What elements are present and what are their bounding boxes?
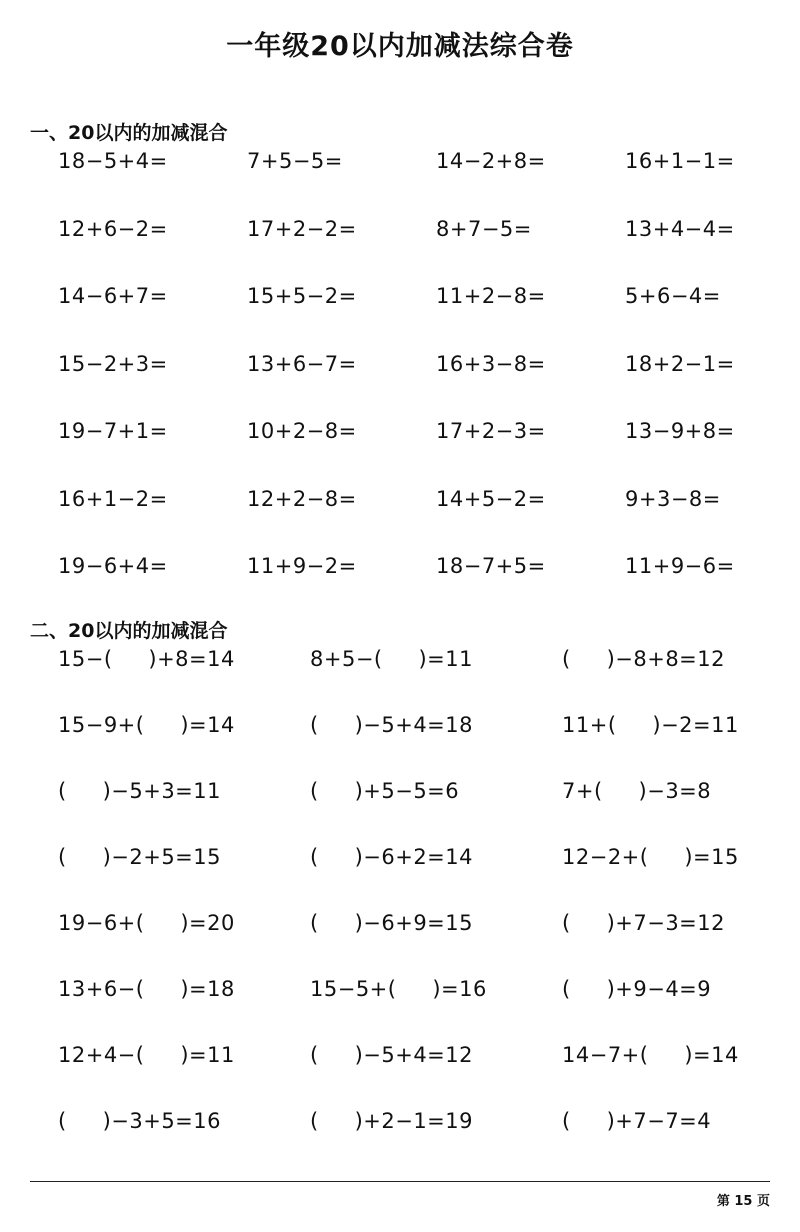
math-problem: 16+1−2=	[58, 486, 168, 511]
math-problem: 13−9+8=	[625, 419, 735, 443]
math-problem: 13+6−7=	[247, 351, 357, 376]
math-problem: 15−( )+8=14	[58, 647, 235, 671]
math-problem: ( )−6+2=14	[310, 845, 473, 869]
problem-row	[0, 974, 800, 1004]
math-problem: ( )+2−1=19	[310, 1109, 473, 1133]
math-problem: 15+5−2=	[247, 284, 357, 308]
math-problem: 15−9+( )=14	[58, 713, 235, 737]
problem-row	[0, 146, 800, 176]
math-problem: 17+2−2=	[247, 216, 357, 241]
math-problem: 14−7+( )=14	[562, 1043, 739, 1067]
math-problem: ( )−3+5=16	[58, 1109, 221, 1133]
math-problem: 16+1−1=	[625, 149, 735, 173]
problem-row	[0, 1040, 800, 1070]
math-problem: ( )−8+8=12	[562, 647, 725, 671]
math-problem: 13+4−4=	[625, 216, 735, 241]
math-problem: 19−7+1=	[58, 419, 168, 443]
math-problem: ( )−5+4=18	[310, 713, 473, 737]
math-problem: 14+5−2=	[436, 486, 546, 511]
problem-row	[0, 644, 800, 674]
math-problem: 7+( )−3=8	[562, 779, 712, 803]
math-problem: 5+6−4=	[625, 284, 721, 308]
math-problem: 19−6+( )=20	[58, 911, 235, 935]
math-problem: 13+6−( )=18	[58, 977, 235, 1001]
problem-row	[0, 710, 800, 740]
math-problem: 8+5−( )=11	[310, 647, 473, 671]
math-problem: 10+2−8=	[247, 419, 357, 443]
problem-row	[0, 484, 800, 514]
math-problem: 18−5+4=	[58, 149, 168, 173]
math-problem: 16+3−8=	[436, 351, 546, 376]
math-problem: 14−2+8=	[436, 149, 546, 173]
math-problem: 7+5−5=	[247, 149, 343, 173]
problem-row	[0, 214, 800, 244]
math-problem: ( )−5+3=11	[58, 779, 221, 803]
math-problem: ( )−5+4=12	[310, 1043, 473, 1067]
math-problem: 11+9−6=	[625, 554, 735, 578]
math-problem: 11+( )−2=11	[562, 713, 739, 737]
problem-row	[0, 1106, 800, 1136]
math-problem: 15−2+3=	[58, 351, 168, 376]
section-2-heading: 二、20以内的加减混合	[30, 620, 228, 642]
math-problem: 8+7−5=	[436, 216, 532, 241]
math-problem: 19−6+4=	[58, 554, 168, 578]
page-number: 第 15 页	[716, 1194, 770, 1209]
math-problem: 12−2+( )=15	[562, 845, 739, 869]
math-problem: ( )+9−4=9	[562, 977, 712, 1001]
problem-row	[0, 776, 800, 806]
problem-row	[0, 416, 800, 446]
math-problem: ( )+5−5=6	[310, 779, 460, 803]
math-problem: ( )−2+5=15	[58, 845, 221, 869]
math-problem: 18+2−1=	[625, 351, 735, 376]
footer-divider	[30, 1181, 770, 1182]
math-problem: 18−7+5=	[436, 554, 546, 578]
math-problem: ( )+7−7=4	[562, 1109, 712, 1133]
math-problem: 17+2−3=	[436, 419, 546, 443]
section-1-heading: 一、20以内的加减混合	[30, 122, 228, 144]
math-problem: 15−5+( )=16	[310, 977, 487, 1001]
math-problem: 11+2−8=	[436, 284, 546, 308]
math-problem: 12+2−8=	[247, 486, 357, 511]
problem-row	[0, 551, 800, 581]
math-problem: 14−6+7=	[58, 284, 168, 308]
math-problem: 12+6−2=	[58, 216, 168, 241]
page-title: 一年级20以内加减法综合卷	[226, 31, 574, 62]
math-problem: 9+3−8=	[625, 486, 721, 511]
problem-row	[0, 842, 800, 872]
math-problem: 12+4−( )=11	[58, 1043, 235, 1067]
math-problem: 11+9−2=	[247, 554, 357, 578]
problem-row	[0, 281, 800, 311]
math-problem: ( )−6+9=15	[310, 911, 473, 935]
math-problem: ( )+7−3=12	[562, 911, 725, 935]
problem-row	[0, 908, 800, 938]
problem-row	[0, 349, 800, 379]
